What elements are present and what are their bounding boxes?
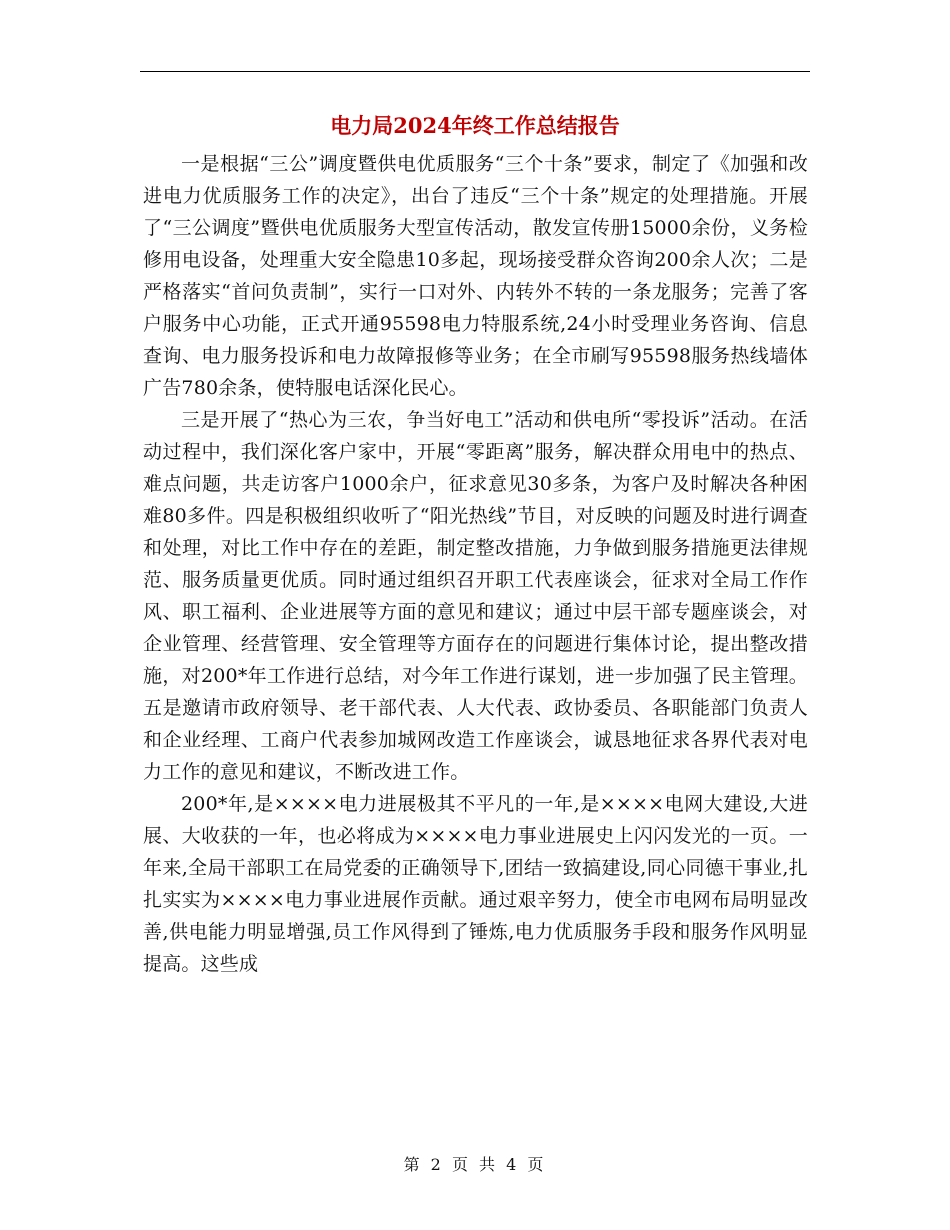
paragraph-3: 200*年,是××××电力进展极其不平凡的一年,是××××电网大建设,大进展、大收获的一年，也必将成为××××电力事业进展史上闪闪发光的一页。一年来,全局干部职工在局党委的正确领导下,团结一致搞建设,同心同德干事业,扎扎实实为××××电力事业进展作贡献。通过艰辛努力，使全市电网布局明显改善,供电能力明显增强,员工作风得到了锤炼,电力优质服务手段和服务作风明显提高。这些成 <box>143 793 808 975</box>
paragraph-1: 一是根据“三公”调度暨供电优质服务“三个十条”要求，制定了《加强和改进电力优质服务工作的决定》，出台了违反“三个十条”规定的处理措施。开展了“三公调度”暨供电优质服务大型宣传活动，散发宣传册15000余份，义务检修用电设备，处理重大安全隐患10多起，现场接受群众咨询200余人次；二是严格落实“首问负责制”，实行一口对外、内转外不转的一条龙服务；完善了客户服务中心功能，正式开通95598电力特服系统,24小时受理业务咨询、信息查询、电力服务投诉和电力故障报修等业务；在全市刷写95598服务热线墙体广告780余条，使特服电话深化民心。 <box>143 153 808 399</box>
page-number-footer: 第 2 页 共 4 页 <box>403 1155 547 1174</box>
document-title: 电力局2024年终工作总结报告 <box>330 113 620 138</box>
paragraph-2: 三是开展了“热心为三农，争当好电工”活动和供电所“零投诉”活动。在活动过程中，我们深化客户家中，开展“零距离”服务，解决群众用电中的热点、难点问题，共走访客户1000余户，征求意见30多条，为客户及时解决各种困难80多件。四是积极组织收听了“阳光热线”节目，对反映的问题及时进行调查和处理，对比工作中存在的差距，制定整改措施，力争做到服务措施更法律规范、服务质量更优质。同时通过组织召开职工代表座谈会，征求对全局工作作风、职工福利、企业进展等方面的意见和建议；通过中层干部专题座谈会，对企业管理、经营管理、安全管理等方面存在的问题进行集体讨论，提出整改措施，对200*年工作进行总结，对今年工作进行谋划，进一步加强了民主管理。五是邀请市政府领导、老干部代表、人大代表、政协委员、各职能部门负责人和企业经理、工商户代表参加城网改造工作座谈会，诚恳地征求各界代表对电力工作的意见和建议，不断改进工作。 <box>143 409 808 783</box>
document-body <box>143 148 808 980</box>
header-rule <box>140 71 810 72</box>
